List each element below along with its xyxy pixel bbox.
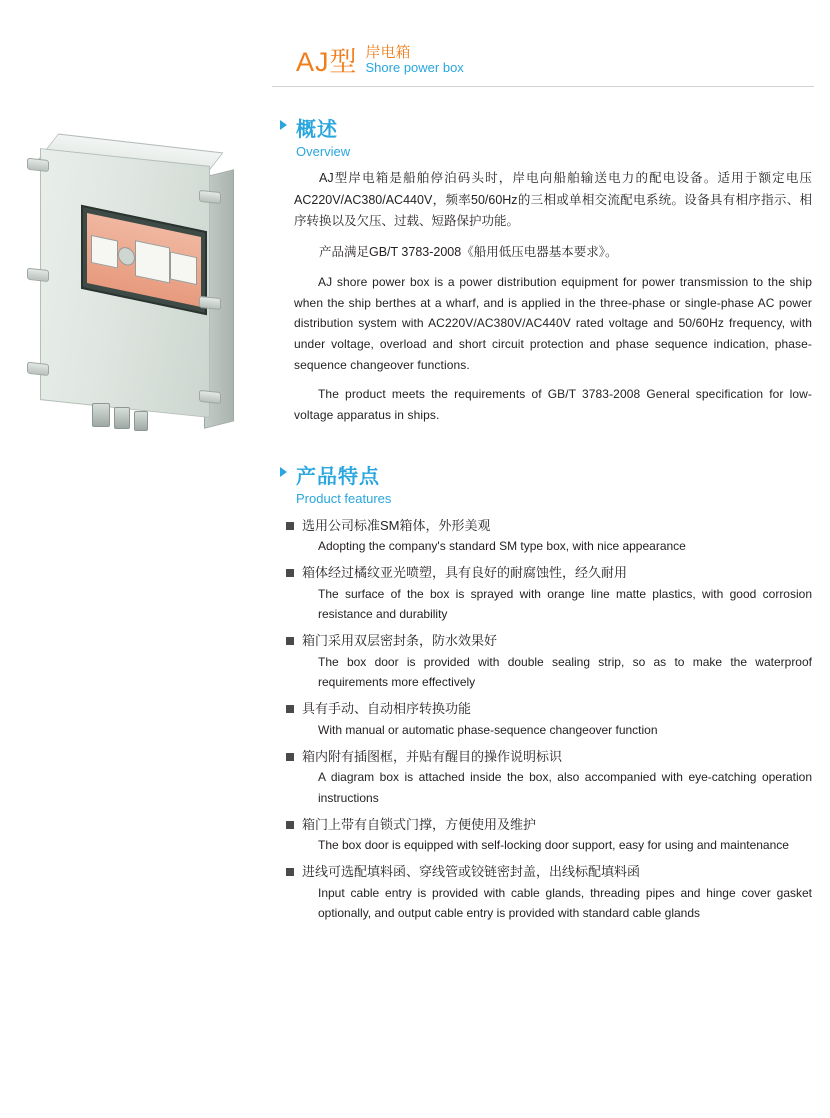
enclosure-front xyxy=(40,148,210,418)
door-latch xyxy=(199,390,221,404)
feature-text-en: With manual or automatic phase-sequence changeover function xyxy=(318,722,658,737)
door-latch xyxy=(199,190,221,204)
feature-text-cn: 箱门上带有自锁式门撑，方便使用及维护 xyxy=(302,816,537,832)
feature-text-en: A diagram box is attached inside the box, also accompanied with eye-catching operation instructions xyxy=(318,770,812,805)
feature-text-en: The box door is equipped with self-locking door support, easy for using and maintenance xyxy=(318,838,789,853)
list-item xyxy=(302,815,814,856)
feature-text-cn: 箱体经过橘纹亚光喷塑，具有良好的耐腐蚀性，经久耐用 xyxy=(302,564,628,580)
page-title xyxy=(272,44,814,87)
overview-title-cn: 概述 xyxy=(296,119,338,142)
square-bullet-icon xyxy=(286,821,294,829)
feature-text-cn: 进线可选配填料函、穿线管或铰链密封盖，出线标配填料函 xyxy=(302,863,641,879)
list-item xyxy=(302,516,814,557)
feature-text-cn: 箱门采用双层密封条，防水效果好 xyxy=(302,633,498,649)
feature-text-cn: 具有手动、自动相序转换功能 xyxy=(302,701,472,717)
product-name-en: Shore power box xyxy=(365,60,464,76)
overview-paragraph-en-2: The product meets the requirements of GB/T 3783-2008 General specification for low-voltage apparatus in ships. xyxy=(294,387,812,422)
product-photo xyxy=(18,135,243,445)
square-bullet-icon xyxy=(286,637,294,645)
overview-paragraph-cn-2: 产品满足GB/T 3783-2008《船用低压电器基本要求》。 xyxy=(319,244,618,259)
feature-text-en: Adopting the company's standard SM type box, with nice appearance xyxy=(318,539,686,554)
triangle-right-icon xyxy=(280,467,287,477)
features-title-cn: 产品特点 xyxy=(296,465,380,488)
product-name-cn: 岸电箱 xyxy=(365,44,411,61)
overview-paragraph-en-1: AJ shore power box is a power distribution equipment for power transmission to the ship when the ship berthes at a wharf, and is applied in the three-phase or single-phase AC power distribution system with AC220V/AC380V/AC440V rated voltage and 50/60Hz frequency, with under voltage, overload and short circuit protection and phase sequence indication, phase-sequence changeover functions. xyxy=(294,275,812,372)
ammeter-icon xyxy=(135,240,170,283)
model-code: AJ型 xyxy=(296,47,358,78)
overview-title-en: Overview xyxy=(296,144,351,160)
product-name-group xyxy=(366,44,464,76)
section-heading-features xyxy=(272,460,814,506)
mounting-lug xyxy=(27,268,49,282)
feature-text-en: Input cable entry is provided with cable glands, threading pipes and hinge cover gasket optionally, and output cable entry is provided with standard cable glands xyxy=(318,885,812,921)
feature-text-en: The box door is provided with double sealing strip, so as to make the waterproof requirements more effectively xyxy=(318,654,812,690)
product-image-column xyxy=(0,0,258,1118)
mounting-lug xyxy=(27,362,49,376)
square-bullet-icon xyxy=(286,522,294,530)
list-item xyxy=(302,631,814,693)
indicator-lamp-icon xyxy=(118,246,135,268)
square-bullet-icon xyxy=(286,868,294,876)
feature-text-en: The surface of the box is sprayed with orange line matte plastics, with good corrosion resistance and durability xyxy=(318,586,812,622)
door-latch xyxy=(199,296,221,310)
section-heading-overview xyxy=(272,113,814,159)
mounting-lug xyxy=(27,158,49,172)
feature-text-cn: 箱内附有插图框，并贴有醒目的操作说明标识 xyxy=(302,748,563,764)
cable-gland xyxy=(114,407,130,429)
square-bullet-icon xyxy=(286,705,294,713)
list-item xyxy=(302,862,814,924)
square-bullet-icon xyxy=(286,569,294,577)
list-item xyxy=(302,699,814,740)
feature-text-cn: 选用公司标准SM箱体，外形美观 xyxy=(302,517,491,533)
list-item xyxy=(302,563,814,625)
list-item xyxy=(302,747,814,809)
voltmeter-icon xyxy=(91,235,118,269)
phase-selector-icon xyxy=(170,251,197,285)
square-bullet-icon xyxy=(286,753,294,761)
overview-paragraph-cn-1: AJ型岸电箱是船舶停泊码头时，岸电向船舶输送电力的配电设备。适用于额定电压AC220V/AC380/AC440V，频率50/60Hz的三相或单相交流配电系统。设备具有相序指示、相序转换以及欠压、过载、短路保护功能。 xyxy=(294,171,812,229)
content-column xyxy=(258,0,830,1118)
features-title-en: Product features xyxy=(296,490,392,506)
feature-list xyxy=(272,516,814,924)
cable-gland xyxy=(92,403,110,427)
cable-gland xyxy=(134,411,148,431)
triangle-right-icon xyxy=(280,120,287,130)
meter-panel xyxy=(87,213,201,307)
instrument-window xyxy=(81,205,207,315)
